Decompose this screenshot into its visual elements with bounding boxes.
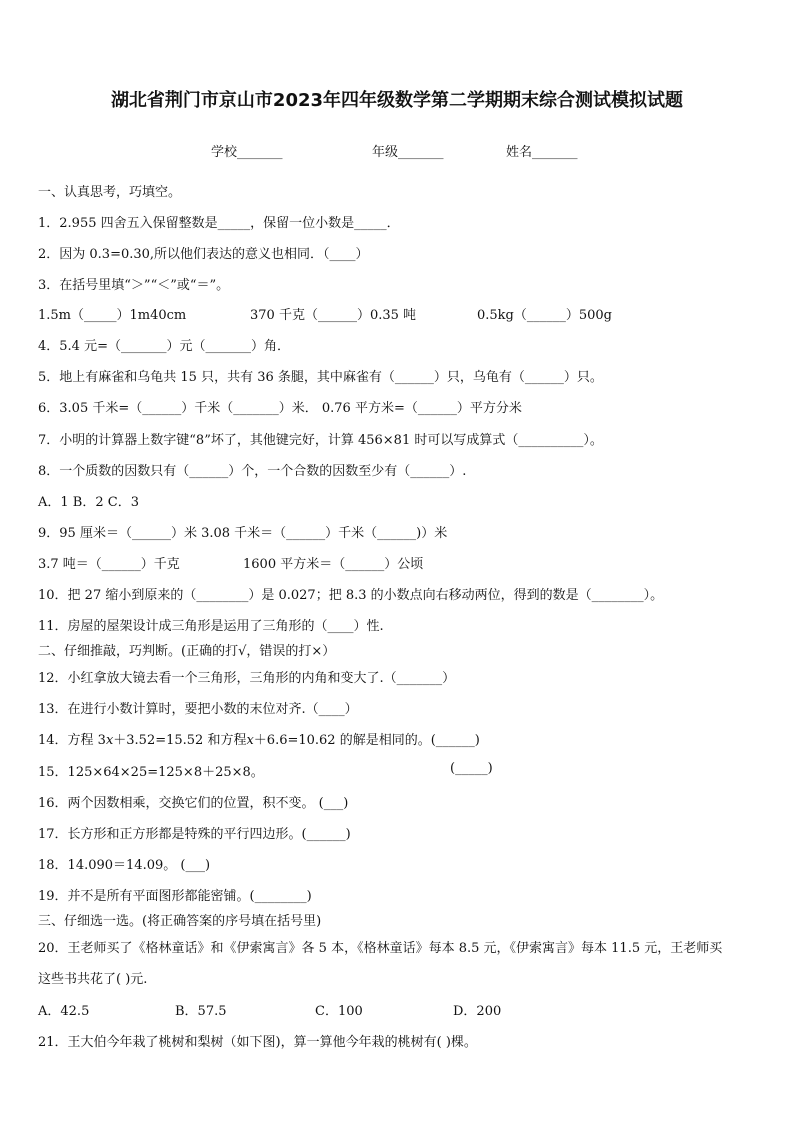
question-line: 19．并不是所有平面图形都能密铺。(________) xyxy=(38,889,312,904)
question-line: 16．两个因数相乘，交换它们的位置，积不变。 (___) xyxy=(38,796,349,811)
question-part: B．57.5 xyxy=(175,1004,227,1019)
question-line: 11．房屋的屋架设计成三角形是运用了三角形的（____）性. xyxy=(38,619,384,634)
question-line: 15．125×64×25=125×8＋25×8。 xyxy=(38,765,264,780)
question-part: 3.7 吨＝（______）千克 xyxy=(38,557,180,572)
question-line: 3．在括号里填“＞”“＜”或“＝”。 xyxy=(38,278,230,293)
question-part: C．100 xyxy=(315,1004,363,1019)
question-line: 1．2.955 四舍五入保留整数是_____，保留一位小数是_____． xyxy=(38,216,400,231)
question-line: 13．在进行小数计算时，要把小数的末位对齐.（____） xyxy=(38,702,358,717)
question-part: 0.5kg（______）500g xyxy=(477,308,613,323)
question-line: 2．因为 0.3=0.30,所以他们表达的意义也相同．（____） xyxy=(38,247,369,262)
question-line: 这些书共花了( )元. xyxy=(38,972,148,987)
question-line: 10．把 27 缩小到原来的（________）是 0.027；把 8.3 的小数点向右移动两位，得到的数是（________）。 xyxy=(38,588,664,603)
question-line: 7．小明的计算器上数字键“8”坏了，其他键完好，计算 456×81 时可以写成算式（__________）。 xyxy=(38,433,603,448)
section-heading: 二、仔细推敲，巧判断。(正确的打√，错误的打×） xyxy=(38,644,336,659)
page-title: 湖北省荆门市京山市2023年四年级数学第二学期期末综合测试模拟试题 xyxy=(110,90,684,111)
question-line: 14．方程 3𝑥＋3.52=15.52 和方程𝑥＋6.6=10.62 的解是相同的。(______) xyxy=(38,733,480,748)
question-part: 1600 平方米＝（______）公顷 xyxy=(243,557,424,572)
question-line: 18．14.090＝14.09。 (___) xyxy=(38,858,211,873)
section-heading: 一、认真思考，巧填空。 xyxy=(38,185,182,200)
question-line: 6．3.05 千米=（______）千米（_______）米． 0.76 平方米=（______）平方分米 xyxy=(38,401,522,416)
question-line: 5．地上有麻雀和乌龟共 15 只，共有 36 条腿，其中麻雀有（______）只，乌龟有（______）只。 xyxy=(38,370,603,385)
question-line: 21．王大伯今年栽了桃树和梨树（如下图)，算一算他今年栽的桃树有( )棵。 xyxy=(38,1035,477,1050)
question-part: 370 千克（______）0.35 吨 xyxy=(250,308,417,323)
question-line: 8．一个质数的因数只有（______）个，一个合数的因数至少有（______）. xyxy=(38,464,467,479)
name-field: 姓名_______ xyxy=(506,145,578,160)
question-line: 4．5.4 元=（_______）元（_______）角． xyxy=(38,339,290,354)
question-part: A．42.5 xyxy=(38,1004,90,1019)
section-heading: 三、仔细选一选。(将正确答案的序号填在括号里) xyxy=(38,914,322,929)
question-line: 17．长方形和正方形都是特殊的平行四边形。(______) xyxy=(38,827,351,842)
question-part: (_____) xyxy=(450,761,493,776)
question-line: A．1 B．2 C．3 xyxy=(38,495,139,510)
school-field: 学校_______ xyxy=(211,145,283,160)
question-part: D．200 xyxy=(453,1004,502,1019)
question-line: 20．王老师买了《格林童话》和《伊索寓言》各 5 本，《格林童话》每本 8.5 元，《伊索寓言》每本 11.5 元，王老师买 xyxy=(38,941,723,956)
grade-field: 年级_______ xyxy=(372,145,444,160)
question-line: 12．小红拿放大镜去看一个三角形，三角形的内角和变大了.（_______） xyxy=(38,671,456,686)
question-line: 9．95 厘米＝（______）米 3.08 千米＝（______）千米（______)）米 xyxy=(38,526,448,541)
question-part: 1.5m（_____）1m40cm xyxy=(38,308,187,323)
